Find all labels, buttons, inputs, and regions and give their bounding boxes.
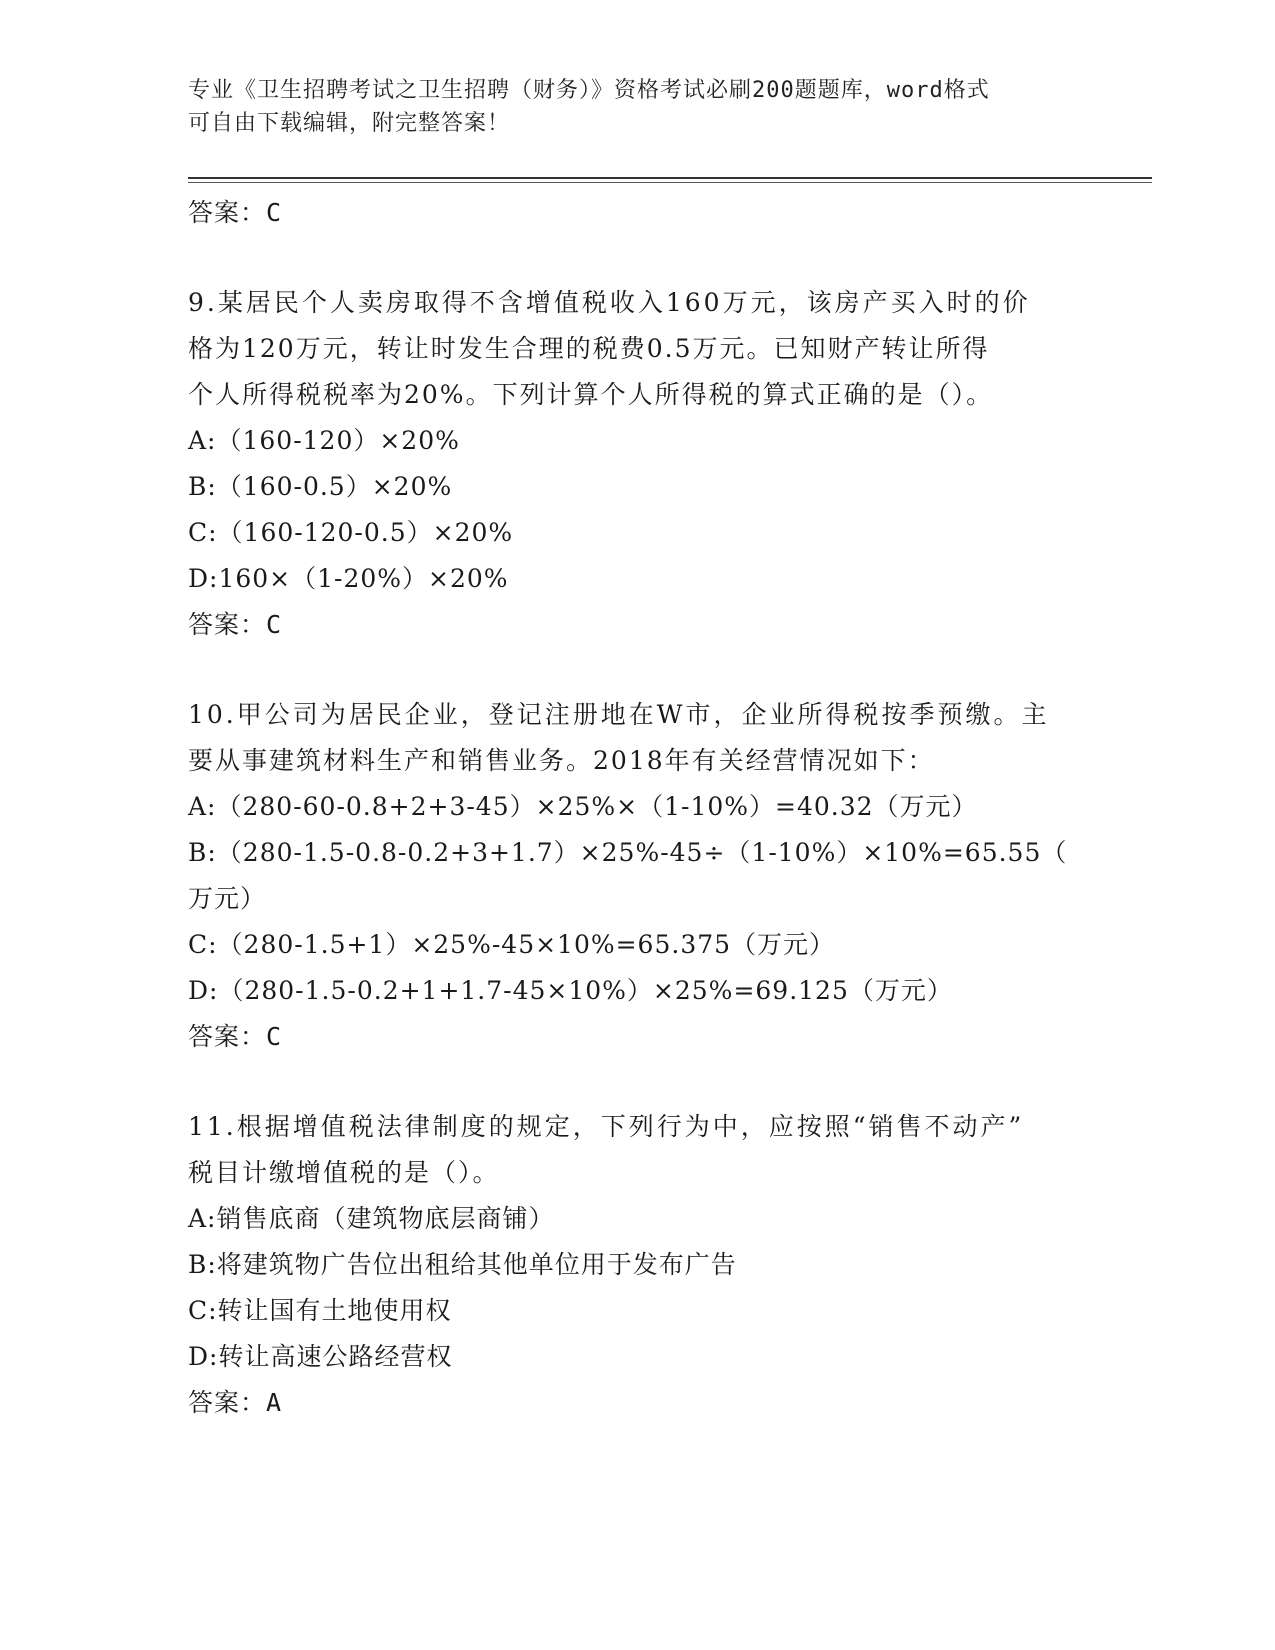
- option-d: D:160×（1-20%）×20%: [188, 564, 509, 593]
- option-d: D:转让高速公路经营权: [188, 1342, 453, 1371]
- option-b: B:（160-0.5）×20%: [188, 472, 453, 501]
- question-11: [188, 1104, 1088, 1426]
- header-line-1: 专业《卫生招聘考试之卫生招聘（财务）》资格考试必刷200题题库，word格式: [188, 78, 990, 103]
- option-a: A:销售底商（建筑物底层商铺）: [188, 1204, 555, 1233]
- option-b-continued: 万元）: [188, 884, 267, 913]
- option-d: D:（280-1.5-0.2+1+1.7-45×10%）×25%=69.125（万元）: [188, 976, 953, 1005]
- previous-answer: 答案：C: [188, 198, 283, 227]
- option-c: C:（160-120-0.5）×20%: [188, 518, 514, 547]
- answer: 答案：A: [188, 1388, 283, 1417]
- document-body: [188, 190, 1088, 1426]
- question-text-line: 11.根据增值税法律制度的规定，下列行为中，应按照“销售不动产”: [188, 1112, 1025, 1141]
- question-text-line: 要从事建筑材料生产和销售业务。2018年有关经营情况如下：: [188, 746, 935, 775]
- spacer: [188, 648, 1088, 692]
- question-text-line: 格为120万元，转让时发生合理的税费0.5万元。已知财产转让所得: [188, 334, 990, 363]
- question-9: [188, 280, 1088, 648]
- spacer: [188, 1060, 1088, 1104]
- option-c: C:（280-1.5+1）×25%-45×10%=65.375（万元）: [188, 930, 836, 959]
- option-a: A:（280-60-0.8+2+3-45）×25%×（1-10%）=40.32（万元）: [188, 792, 978, 821]
- header-line-2: 可自由下载编辑，附完整答案！: [188, 111, 511, 136]
- question-text-line: 税目计缴增值税的是（）。: [188, 1158, 500, 1187]
- answer: 答案：C: [188, 1022, 283, 1051]
- option-b: B:将建筑物广告位出租给其他单位用于发布广告: [188, 1250, 737, 1279]
- answer: 答案：C: [188, 610, 283, 639]
- header-divider-thin: [188, 182, 1152, 183]
- question-10: [188, 692, 1088, 1060]
- option-a: A:（160-120）×20%: [188, 426, 460, 455]
- option-b: B:（280-1.5-0.8-0.2+3+1.7）×25%-45÷（1-10%）×10%=65.55（: [188, 838, 1068, 867]
- option-c: C:转让国有土地使用权: [188, 1296, 452, 1325]
- question-text-line: 10.甲公司为居民企业，登记注册地在W市，企业所得税按季预缴。主: [188, 700, 1050, 729]
- header-divider-thick: [188, 177, 1152, 179]
- document-header: [188, 74, 1088, 140]
- question-text-line: 9.某居民个人卖房取得不含增值税收入160万元，该房产买入时的价: [188, 288, 1031, 317]
- question-text-line: 个人所得税税率为20%。下列计算个人所得税的算式正确的是（）。: [188, 380, 994, 409]
- spacer: [188, 236, 1088, 280]
